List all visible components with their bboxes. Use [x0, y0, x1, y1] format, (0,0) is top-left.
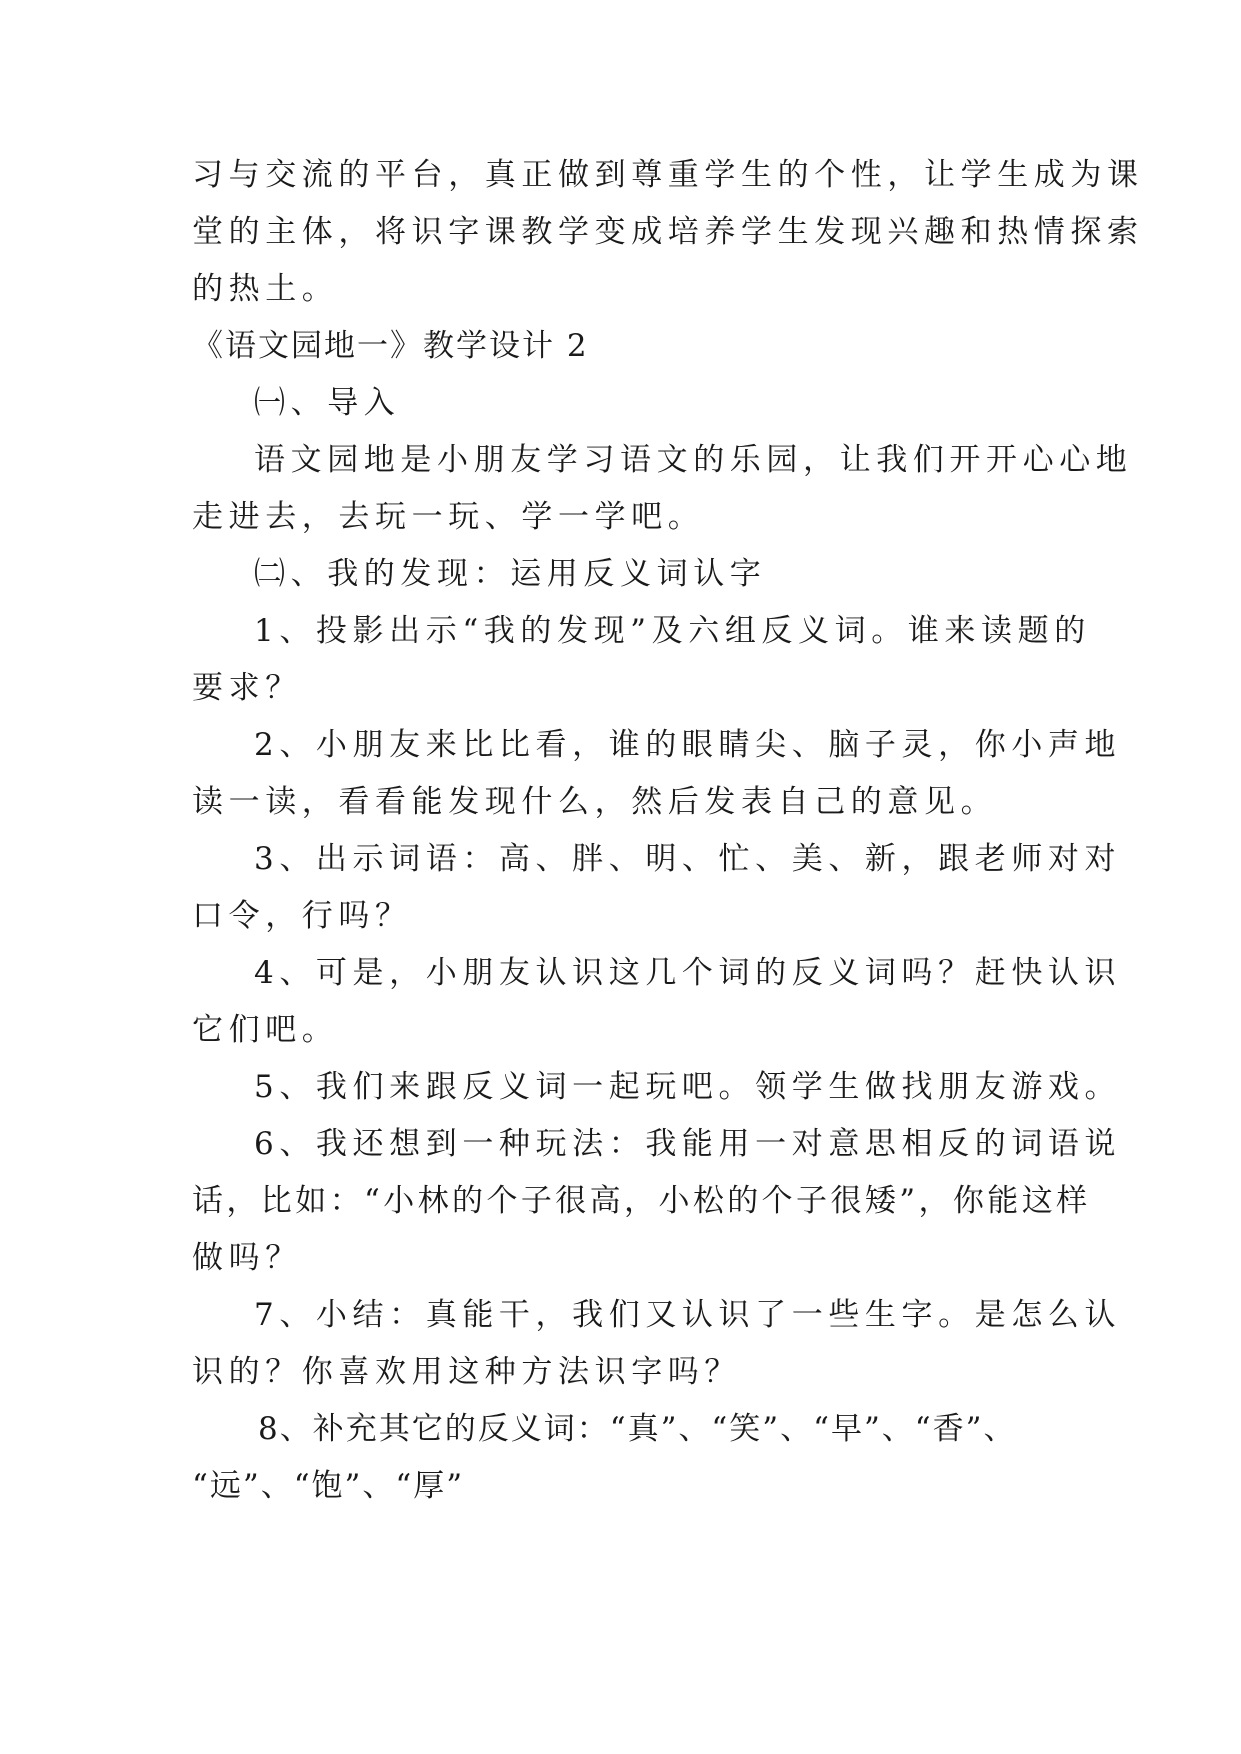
- list-item-1: 1、投影出示“我的发现”及六组反义词。谁来读题的: [254, 613, 1091, 649]
- list-item-6: 6、我还想到一种玩法：我能用一对意思相反的词语说: [254, 1126, 1122, 1162]
- section-heading-intro: ㈠、导入: [254, 385, 401, 421]
- list-item-8: 8、补充其它的反义词：“真”、“笑”、“早”、“香”、: [258, 1411, 1017, 1447]
- paragraph-line: 走进去，去玩一玩、学一学吧。: [192, 499, 705, 535]
- paragraph-line: 识的？你喜欢用这种方法识字吗？: [192, 1354, 741, 1390]
- section-heading-discovery: ㈡、我的发现：运用反义词认字: [254, 556, 767, 592]
- paragraph-line: 的热土。: [192, 271, 339, 307]
- paragraph-line: 话，比如：“小林的个子很高，小松的个子很矮”，你能这样: [192, 1183, 1091, 1219]
- section-title: 《语文园地一》教学设计 2: [192, 328, 589, 364]
- paragraph-line: 读一读，看看能发现什么，然后发表自己的意见。: [192, 784, 998, 820]
- list-item-3: 3、出示词语：高、胖、明、忙、美、新，跟老师对对: [254, 841, 1122, 877]
- paragraph-line: 习与交流的平台，真正做到尊重学生的个性，让学生成为课: [192, 157, 1144, 193]
- paragraph-line: 做吗？: [192, 1240, 302, 1276]
- paragraph-line: 堂的主体，将识字课教学变成培养学生发现兴趣和热情探索: [192, 214, 1144, 250]
- list-item-7: 7、小结：真能干，我们又认识了一些生字。是怎么认: [254, 1297, 1122, 1333]
- paragraph-line: “远”、“饱”、“厚”: [192, 1468, 465, 1504]
- paragraph-line: 它们吧。: [192, 1012, 339, 1048]
- list-item-5: 5、我们来跟反义词一起玩吧。领学生做找朋友游戏。: [254, 1069, 1122, 1105]
- paragraph-line: 要求？: [192, 670, 302, 706]
- paragraph-line: 语文园地是小朋友学习语文的乐园，让我们开开心心地: [254, 442, 1133, 478]
- paragraph-line: 口令，行吗？: [192, 898, 412, 934]
- list-item-4: 4、可是，小朋友认识这几个词的反义词吗？赶快认识: [254, 955, 1122, 991]
- list-item-2: 2、小朋友来比比看，谁的眼睛尖、脑子灵，你小声地: [254, 727, 1122, 763]
